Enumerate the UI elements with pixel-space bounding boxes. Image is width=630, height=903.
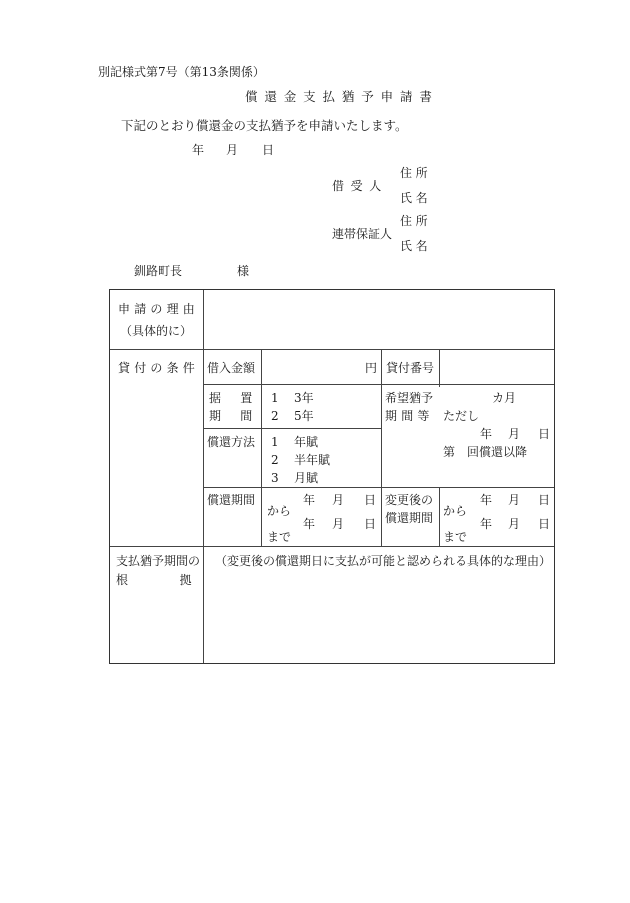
period-end-month-label: 月 — [332, 517, 345, 531]
however-text: ただし — [443, 409, 480, 423]
changed-period-label-2: 償還期間 — [385, 511, 434, 525]
period-end-day-label: 日 — [364, 517, 377, 531]
row-divider — [110, 546, 554, 547]
basis-note: （変更後の償還期日に支払が可能と認められる具体的な理由） — [215, 554, 552, 568]
changed-start-year-label: 年 — [480, 493, 493, 507]
deferment-month-label: 月 — [508, 427, 521, 441]
row-divider — [203, 487, 554, 488]
page-title: 償還金支払猶予申請書 — [245, 89, 439, 104]
changed-start-month-label: 月 — [508, 493, 521, 507]
period-start-day-label: 日 — [364, 493, 377, 507]
deferment-option-2[interactable]: 5年 — [294, 409, 314, 423]
method-3-number: 3 — [271, 471, 279, 485]
loan-number-label: 貸付番号 — [386, 361, 435, 375]
period-start-month-label: 月 — [332, 493, 345, 507]
changed-end-day-label: 日 — [538, 517, 551, 531]
changed-end-month-label: 月 — [508, 517, 521, 531]
recipient-name: 釧路町長 — [134, 264, 183, 278]
basis-input-area[interactable] — [210, 575, 548, 655]
deferment-option-1-number: 1 — [271, 391, 279, 405]
repayment-period-label: 償還期間 — [207, 493, 256, 507]
reason-label: 申請の理由 — [118, 302, 200, 316]
col-divider — [439, 487, 440, 546]
reason-input-area[interactable] — [210, 298, 548, 344]
row-divider — [110, 349, 554, 350]
date-year-label: 年 — [192, 143, 205, 157]
date-day-label: 日 — [262, 143, 275, 157]
method-semiannual[interactable]: 半年賦 — [294, 453, 331, 467]
col-divider — [203, 290, 204, 663]
method-annual[interactable]: 年賦 — [294, 435, 319, 449]
row-divider — [203, 384, 554, 385]
yen-unit: 円 — [365, 361, 378, 375]
period-start-year-label: 年 — [303, 493, 316, 507]
col-divider — [439, 349, 440, 387]
recipient-honorific: 様 — [237, 264, 250, 278]
basis-label-2: 根拠 — [116, 573, 244, 587]
form-number: 別記様式第7号（第13条関係） — [98, 65, 265, 79]
guarantor-address-label: 住所 — [400, 214, 432, 228]
date-month-label: 月 — [226, 143, 239, 157]
changed-end-year-label: 年 — [480, 517, 493, 531]
changed-period-label-1: 変更後の — [385, 493, 434, 507]
reason-sub-label: （具体的に） — [120, 324, 193, 338]
desired-deferment-label-1: 希望猶予 — [385, 391, 434, 405]
period-until-text: まで — [267, 530, 292, 544]
borrower-label: 借受人 — [332, 179, 388, 193]
deferment-year-label: 年 — [480, 427, 493, 441]
desired-deferment-label-2: 期間等 — [385, 409, 434, 423]
borrower-address-label: 住所 — [400, 166, 432, 180]
row-divider — [203, 428, 381, 429]
deferment-option-1[interactable]: 3年 — [294, 391, 314, 405]
deferment-label-1: 据置 — [209, 391, 272, 405]
repayment-method-label: 償還方法 — [207, 435, 256, 449]
changed-start-day-label: 日 — [538, 493, 551, 507]
method-1-number: 1 — [271, 435, 279, 449]
period-end-year-label: 年 — [303, 517, 316, 531]
period-from-text: から — [267, 504, 292, 518]
months-unit: カ月 — [492, 391, 517, 405]
deferment-option-2-number: 2 — [271, 409, 279, 423]
loan-amount-label: 借入金額 — [207, 361, 256, 375]
application-form-table — [109, 289, 555, 664]
guarantor-label: 連帯保証人 — [332, 227, 393, 241]
method-monthly[interactable]: 月賦 — [294, 471, 319, 485]
guarantor-name-label: 氏名 — [400, 239, 432, 253]
deferment-label-2: 期間 — [209, 409, 272, 423]
conditions-label: 貸付の条件 — [118, 361, 200, 375]
col-divider — [261, 349, 262, 546]
method-2-number: 2 — [271, 453, 279, 467]
col-divider — [381, 349, 382, 546]
intro-text: 下記のとおり償還金の支払猶予を申請いたします。 — [121, 118, 408, 133]
changed-from-text: から — [443, 504, 468, 518]
from-installment-text: 第 回償還以降 — [443, 445, 528, 459]
basis-label-1: 支払猶予期間の — [116, 554, 201, 568]
borrower-name-label: 氏名 — [400, 191, 432, 205]
changed-until-text: まで — [443, 530, 468, 544]
deferment-day-label: 日 — [538, 427, 551, 441]
